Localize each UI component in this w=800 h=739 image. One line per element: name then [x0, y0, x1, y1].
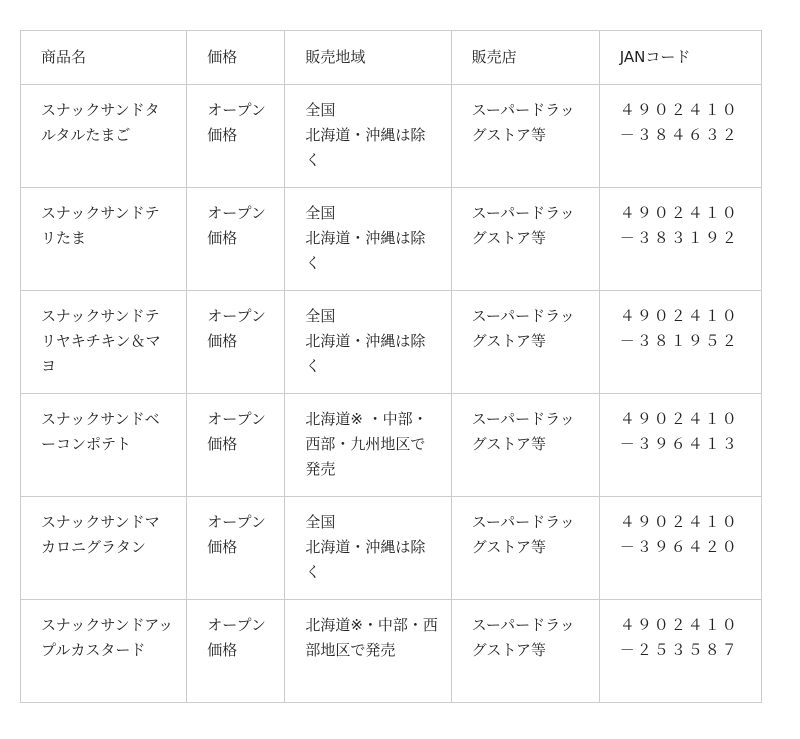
cell-line: 全国 — [305, 307, 336, 325]
header-product-name: 商品名 — [21, 31, 187, 85]
jan-code-cell — [599, 291, 761, 394]
cell-line: －３８１９５２ — [619, 332, 739, 350]
sales-area-cell — [285, 600, 451, 703]
price-cell: オープン価格 — [187, 600, 285, 703]
cell-line: 全国 — [305, 204, 336, 222]
cell-line: ４９０２４１０ — [619, 410, 739, 428]
table-body — [21, 85, 762, 703]
cell-line: －３９６４１３ — [619, 435, 739, 453]
sales-area-cell — [285, 188, 451, 291]
jan-code-cell — [599, 85, 761, 188]
jan-code-cell — [599, 394, 761, 497]
table-row — [21, 291, 762, 394]
cell-line: 北海道※ ・中部・西部・九州地区で発売 — [305, 410, 428, 478]
cell-line: 北海道・沖縄は除く — [305, 332, 426, 375]
cell-line: －３９６４２０ — [619, 538, 739, 556]
cell-line: ４９０２４１０ — [619, 204, 739, 222]
cell-line: ４９０２４１０ — [619, 101, 739, 119]
table-row — [21, 85, 762, 188]
cell-line: 全国 — [305, 101, 336, 119]
cell-line: 全国 — [305, 513, 336, 531]
store-cell: スーパードラッグストア等 — [451, 291, 599, 394]
store-cell: スーパードラッグストア等 — [451, 394, 599, 497]
sales-area-cell — [285, 394, 451, 497]
price-cell: オープン価格 — [187, 394, 285, 497]
header-price: 価格 — [187, 31, 285, 85]
header-row — [21, 31, 762, 85]
jan-code-cell — [599, 188, 761, 291]
jan-code-cell — [599, 497, 761, 600]
product-name-cell: スナックサンドアップルカスタード — [21, 600, 187, 703]
cell-line: ４９０２４１０ — [619, 616, 739, 634]
jan-code-cell — [599, 600, 761, 703]
price-cell: オープン価格 — [187, 497, 285, 600]
sales-area-cell — [285, 291, 451, 394]
table-row — [21, 497, 762, 600]
cell-line: 北海道※・中部・西部地区で発売 — [305, 616, 438, 659]
product-name-cell: スナックサンドマカロニグラタン — [21, 497, 187, 600]
cell-line: －３８４６３２ — [619, 126, 739, 144]
store-cell: スーパードラッグストア等 — [451, 85, 599, 188]
table-row — [21, 600, 762, 703]
price-cell: オープン価格 — [187, 291, 285, 394]
sales-area-cell — [285, 497, 451, 600]
header-sales-area: 販売地域 — [285, 31, 451, 85]
product-name-cell: スナックサンドベーコンポテト — [21, 394, 187, 497]
cell-line: －２５３５８７ — [619, 641, 739, 659]
cell-line: 北海道・沖縄は除く — [305, 229, 426, 272]
cell-line: ４９０２４１０ — [619, 513, 739, 531]
product-name-cell: スナックサンドテリたま — [21, 188, 187, 291]
cell-line: －３８３１９２ — [619, 229, 739, 247]
price-cell: オープン価格 — [187, 85, 285, 188]
table-header — [21, 31, 762, 85]
price-cell: オープン価格 — [187, 188, 285, 291]
store-cell: スーパードラッグストア等 — [451, 188, 599, 291]
store-cell: スーパードラッグストア等 — [451, 497, 599, 600]
table-row — [21, 394, 762, 497]
cell-line: ４９０２４１０ — [619, 307, 739, 325]
header-jan-code: JANコード — [599, 31, 761, 85]
header-store: 販売店 — [451, 31, 599, 85]
cell-line: 北海道・沖縄は除く — [305, 538, 426, 581]
product-name-cell: スナックサンドテリヤキチキン＆マヨ — [21, 291, 187, 394]
sales-area-cell — [285, 85, 451, 188]
table-row — [21, 188, 762, 291]
store-cell: スーパードラッグストア等 — [451, 600, 599, 703]
cell-line: 北海道・沖縄は除く — [305, 126, 426, 169]
product-name-cell: スナックサンドタルタルたまご — [21, 85, 187, 188]
product-table — [20, 30, 762, 703]
